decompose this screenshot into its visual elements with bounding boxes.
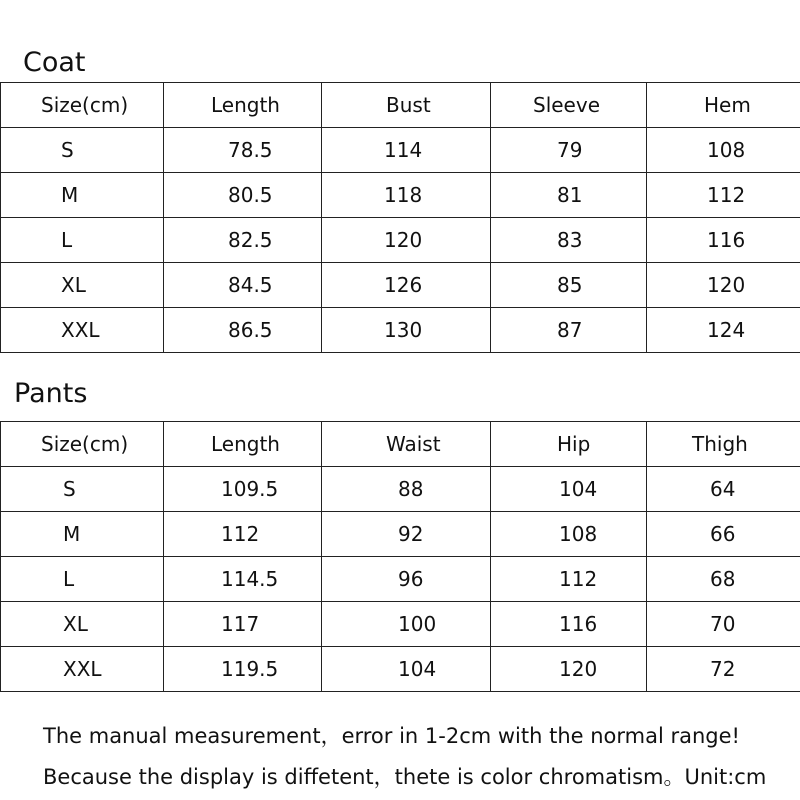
column-header-hem: Hem [647,83,800,128]
length-cell: 78.5 [164,128,322,173]
table-row [1,512,800,557]
length-cell: 114.5 [164,557,322,602]
hip-cell: 120 [491,647,647,692]
table-row [1,557,800,602]
length-cell: 80.5 [164,173,322,218]
length-cell: 119.5 [164,647,322,692]
size-cell: M [1,173,164,218]
hip-cell: 116 [491,602,647,647]
table-header-row [1,83,800,128]
bust-cell: 130 [322,308,491,353]
length-cell: 86.5 [164,308,322,353]
measurement-note: The manual measurement，error in 1-2cm with the normal range! [43,724,740,748]
column-header-size: Size(cm) [1,83,164,128]
length-cell: 109.5 [164,467,322,512]
hem-cell: 108 [647,128,800,173]
table-row [1,173,800,218]
size-cell: XXL [1,647,164,692]
size-cell: L [1,218,164,263]
thigh-cell: 72 [647,647,800,692]
hem-cell: 124 [647,308,800,353]
thigh-cell: 70 [647,602,800,647]
waist-cell: 96 [322,557,491,602]
thigh-cell: 68 [647,557,800,602]
color-unit-note: Because the display is diffetent，thete is color chromatism。Unit:cm [43,765,767,789]
thigh-cell: 64 [647,467,800,512]
sleeve-cell: 81 [491,173,647,218]
table-row [1,467,800,512]
size-cell: S [1,128,164,173]
bust-cell: 118 [322,173,491,218]
column-header-sleeve: Sleeve [491,83,647,128]
length-cell: 117 [164,602,322,647]
size-cell: XXL [1,308,164,353]
hem-cell: 112 [647,173,800,218]
column-header-thigh: Thigh [647,422,800,467]
pants-size-table [0,421,800,692]
hip-cell: 104 [491,467,647,512]
size-cell: XL [1,602,164,647]
length-cell: 84.5 [164,263,322,308]
waist-cell: 92 [322,512,491,557]
size-cell: S [1,467,164,512]
table-header-row [1,422,800,467]
hip-cell: 112 [491,557,647,602]
table-row [1,308,800,353]
bust-cell: 114 [322,128,491,173]
column-header-bust: Bust [322,83,491,128]
column-header-length: Length [164,422,322,467]
size-cell: L [1,557,164,602]
table-row [1,218,800,263]
coat-size-table [0,82,800,353]
waist-cell: 100 [322,602,491,647]
column-header-size: Size(cm) [1,422,164,467]
length-cell: 82.5 [164,218,322,263]
bust-cell: 120 [322,218,491,263]
column-header-waist: Waist [322,422,491,467]
waist-cell: 88 [322,467,491,512]
column-header-length: Length [164,83,322,128]
sleeve-cell: 83 [491,218,647,263]
hip-cell: 108 [491,512,647,557]
hem-cell: 120 [647,263,800,308]
coat-section-title: Coat [23,47,86,78]
sleeve-cell: 79 [491,128,647,173]
size-cell: XL [1,263,164,308]
table-row [1,602,800,647]
length-cell: 112 [164,512,322,557]
sleeve-cell: 85 [491,263,647,308]
table-row [1,128,800,173]
thigh-cell: 66 [647,512,800,557]
hem-cell: 116 [647,218,800,263]
waist-cell: 104 [322,647,491,692]
table-row [1,263,800,308]
pants-section-title: Pants [14,378,88,409]
bust-cell: 126 [322,263,491,308]
sleeve-cell: 87 [491,308,647,353]
size-cell: M [1,512,164,557]
table-row [1,647,800,692]
column-header-hip: Hip [491,422,647,467]
